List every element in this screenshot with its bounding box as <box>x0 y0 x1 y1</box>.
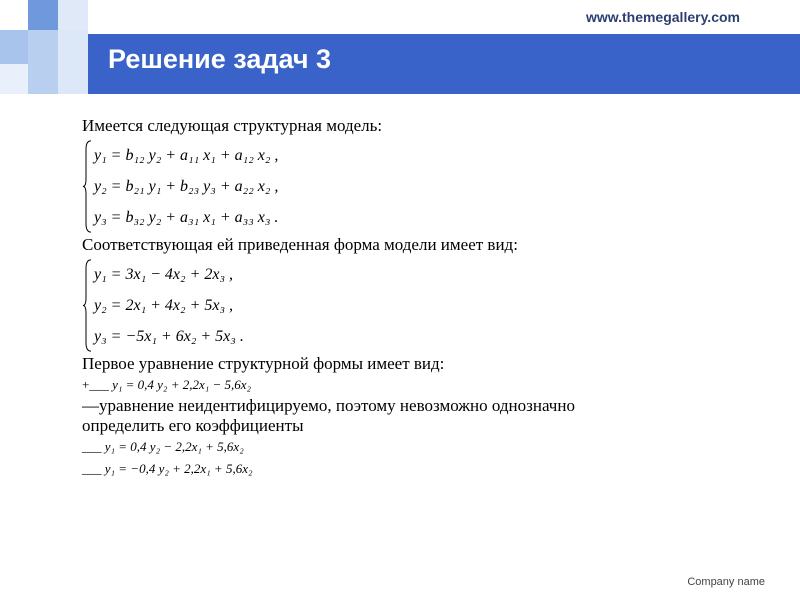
decor-square <box>58 30 88 94</box>
slide-content <box>82 116 762 480</box>
structural-eq-2: y₂ = b₂₁ y₁ + b₂₃ y₃ + a₂₂ x₂ , <box>94 178 279 195</box>
decor-square <box>58 0 88 30</box>
option-marker: ___ <box>82 461 102 476</box>
option-marker: +___ <box>82 377 109 392</box>
site-url: www.themegallery.com <box>585 9 740 25</box>
option-equation: y₁ = 0,4 y₂ − 2,2x₁ + 5,6x₂ <box>104 439 244 454</box>
reduced-eq-3: y₃ = −5x₁ + 6x₂ + 5x₃ . <box>94 328 244 345</box>
reduced-eq-2: y₂ = 2x₁ + 4x₂ + 5x₃ , <box>94 297 234 314</box>
first-eq-intro-text: Первое уравнение структурной формы имеет вид: <box>82 354 445 373</box>
structural-eq-3: y₃ = b₃₂ y₂ + a₃₁ x₁ + a₃₃ x₃ . <box>94 209 279 226</box>
intro-text: Имеется следующая структурная модель: <box>82 116 383 135</box>
brace-icon <box>82 259 92 352</box>
option-equation: y₁ = −0,4 y₂ + 2,2x₁ + 5,6x₂ <box>104 461 253 476</box>
structural-eq-1: y₁ = b₁₂ y₂ + a₁₁ x₁ + a₁₂ x₂ , <box>94 147 279 164</box>
company-name: Company name <box>687 576 765 588</box>
structural-system <box>82 140 762 233</box>
answer-option-4[interactable] <box>82 458 762 480</box>
reduced-eq-1: y₁ = 3x₁ − 4x₂ + 2x₃ , <box>94 266 234 283</box>
decor-square <box>0 64 28 94</box>
reduced-intro-text: Соответствующая ей приведенная форма модели имеет вид: <box>82 235 518 254</box>
option-marker: ___ <box>82 439 102 454</box>
option-equation: y₁ = 0,4 y₂ + 2,2x₁ − 5,6x₂ <box>112 377 252 392</box>
decor-square <box>28 30 58 94</box>
answer-option-3[interactable] <box>82 436 762 458</box>
brace-icon <box>82 140 92 233</box>
reduced-system <box>82 259 762 352</box>
answer-option-1[interactable] <box>82 374 762 396</box>
option-text-line-2: определить его коэффициенты <box>82 416 304 435</box>
option-text-line-1: —уравнение неидентифицируемо, поэтому невозможно однозначно <box>82 396 575 415</box>
decor-square <box>0 30 28 64</box>
decor-square <box>28 0 58 30</box>
slide-title: Решение задач 3 <box>108 44 332 74</box>
answer-option-2[interactable] <box>82 396 762 436</box>
